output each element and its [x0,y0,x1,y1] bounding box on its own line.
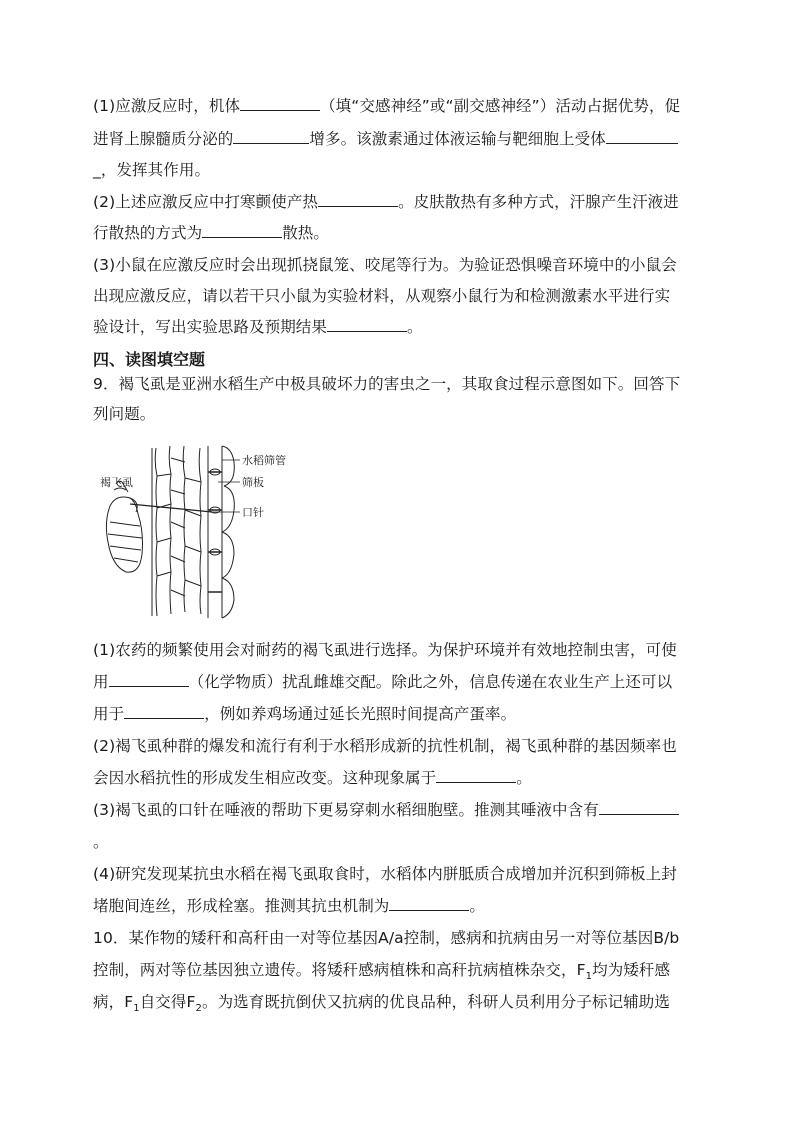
label-stylet: 口针 [242,506,264,519]
answer-blank[interactable] [109,668,189,687]
answer-blank[interactable] [233,125,309,144]
q9-intro-line2: 列问题。 [93,405,156,423]
q9-part4-line1: (4)研究发现某抗虫水稻在褐飞虱取食时，水稻体内胼胝质合成增加并沉积到筛板上封 [93,865,677,883]
answer-blank[interactable] [599,796,679,815]
answer-blank[interactable] [240,92,320,111]
q9-part2-line1: (2)褐飞虱种群的爆发和流行有利于水稻形成新的抗性机制，褐飞虱种群的基因频率也 [93,737,677,755]
q10-line1: 10．某作物的矮秆和高秆由一对等位基因A/a控制，感病和抗病由另一对等位基因B/b [93,929,680,947]
q9-part1-line2: 用 （化学物质）扰乱雌雄交配。除此之外，信息传递在农业生产上还可以 [93,666,693,698]
q8-part3-line2: 出现应激反应，请以若干只小鼠为实验材料，从观察小鼠行为和检测激素水平进行实 [93,287,671,305]
answer-blank[interactable] [606,125,678,144]
section-title: 四、读图填空题 [93,350,206,369]
q9-part4-line2: 堵胞间连丝，形成栓塞。推测其抗虫机制为 。 [93,890,693,922]
q8-part1-line2: 进肾上腺髓质分泌的 增多。该激素通过体液运输与靶细胞上受体 [93,123,693,155]
label-sieve-tube: 水稻筛管 [242,454,286,467]
answer-blank[interactable] [436,764,516,783]
q9-part1-line1: (1)农药的频繁使用会对耐药的褐飞虱进行选择。为保护环境并有效地控制虫害，可使 [93,641,677,659]
q9-part3-line2: 。 [93,833,109,851]
label-planthopper: 褐飞虱 [100,476,133,489]
answer-blank[interactable] [327,313,407,332]
q8-part2-line1: (2)上述应激反应中打寒颤使产热 。皮肤散热有多种方式，汗腺产生汗液进 [93,186,693,218]
q9-part2-line2: 会因水稻抗性的形成发生相应改变。这种现象属于 。 [93,762,693,794]
answer-blank[interactable] [318,188,398,207]
q10-line2: 控制，两对等位基因独立遗传。将矮秆感病植株和高秆抗病植株杂交，$F_1$均为矮秆感 [93,961,671,983]
q9-part3-line1: (3)褐飞虱的口针在唾液的帮助下更易穿刺水稻细胞壁。推测其唾液中含有 [93,794,693,826]
q9-intro-line1: 9．褐飞虱是亚洲水稻生产中极具破坏力的害虫之一，其取食过程示意图如下。回答下 [93,375,681,393]
planthopper-feeding-diagram [100,442,300,622]
q8-part1-line1: (1)应激反应时，机体 （填“交感神经”或“副交感神经”）活动占据优势，促 [93,90,693,122]
q10-line3: 病，$F_1$自交得$F_2$。为选育既抗倒伏又抗病的优良品种，科研人员利用分子标记辅助选 [93,993,670,1015]
q9-part1-line3: 用于 ，例如养鸡场通过延长光照时间提高产蛋率。 [93,698,693,730]
answer-blank[interactable] [202,219,282,238]
q8-part1-line3: _，发挥其作用。 [93,161,211,179]
q8-part3-line1: (3)小鼠在应激反应时会出现抓挠鼠笼、咬尾等行为。为验证恐惧噪音环境中的小鼠会 [93,256,677,274]
answer-blank[interactable] [389,892,469,911]
q8-part3-line3: 验设计，写出实验思路及预期结果 。 [93,311,693,343]
label-sieve-plate: 筛板 [242,476,264,489]
q8-part2-line2: 行散热的方式为 散热。 [93,217,693,249]
answer-blank[interactable] [124,700,204,719]
